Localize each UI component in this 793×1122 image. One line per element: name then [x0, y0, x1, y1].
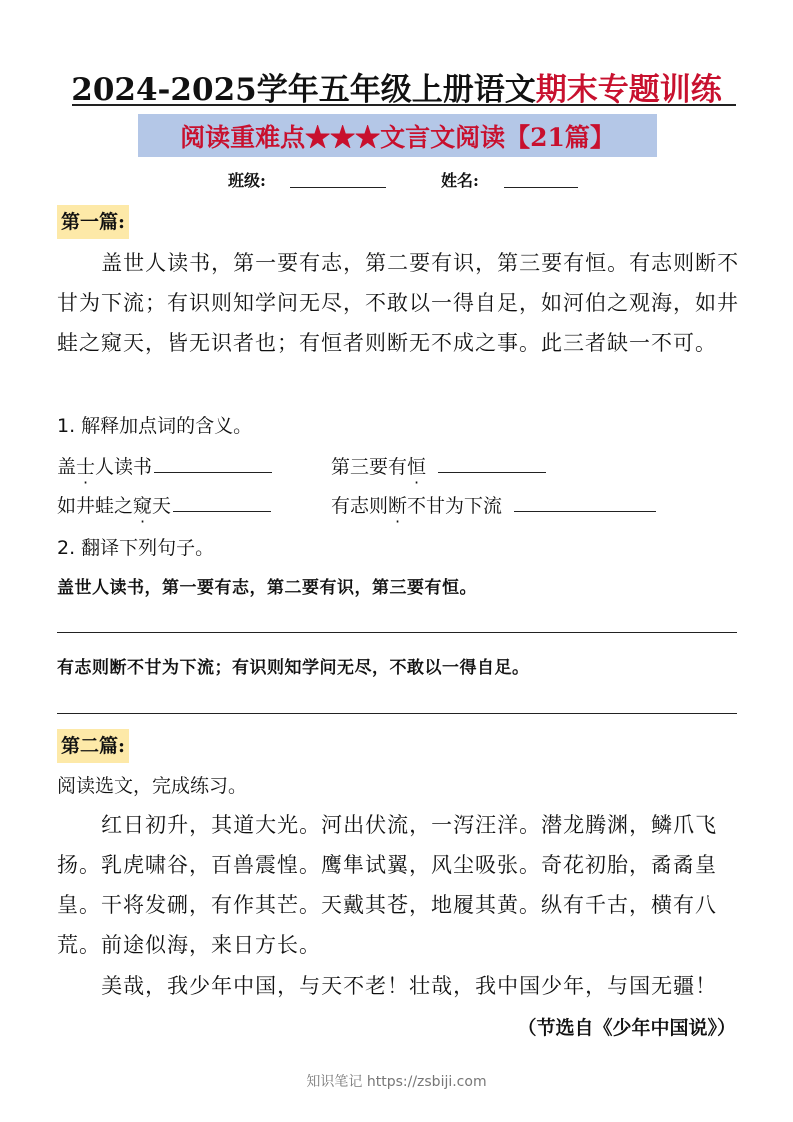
translate-sentence-1: 盖世人读书，第一要有志，第二要有识，第三要有恒。 — [57, 578, 477, 598]
answer-blank[interactable] — [438, 472, 546, 473]
class-field[interactable] — [290, 187, 386, 188]
answer-line-1[interactable] — [57, 632, 737, 633]
answer-line-2[interactable] — [57, 713, 737, 714]
page-title — [0, 64, 793, 109]
answer-blank[interactable] — [173, 511, 271, 512]
section-2-instruction: 阅读选文，完成练习。 — [57, 775, 248, 797]
passage-2: 红日初升，其道大光。河出伏流，一泻汪洋。潜龙腾渊，鳞爪飞扬。乳虎啸谷，百兽震惶。鹰隼试翼，风尘吸张。奇花初胎，矞矞皇皇。干将发硎，有作其芒。天戴其苍，地履其黄。纵有千古，横有八荒。前途似海，来日方长。 — [57, 813, 718, 957]
class-label: 班级: — [228, 171, 266, 190]
passage-1: 盖世人读书，第一要有志，第二要有识，第三要有恒。有志则断不甘为下流；有识则知学问无尽，不敢以一得自足，如河伯之观海，如井蛙之窥天，皆无识者也；有恒者则断无不成之事。此三者缺一不可。 — [57, 251, 740, 355]
translate-sentence-2: 有志则断不甘为下流；有识则知学问无尽，不敢以一得自足。 — [57, 658, 530, 678]
answer-blank[interactable] — [514, 511, 656, 512]
question-1: 1. 解释加点词的含义。 — [57, 415, 253, 437]
vocab-item-2: 第三要有恒 — [331, 452, 546, 479]
title-main: 2024-2025学年五年级上册语文 — [71, 72, 536, 108]
section-tag-1: 第一篇: — [57, 205, 129, 239]
footer-watermark: 知识笔记 https://zsbiji.com — [306, 1074, 487, 1090]
title-highlight: 期末专题训练 — [535, 72, 722, 108]
name-field[interactable] — [504, 187, 578, 188]
passage-2-ending: 美哉，我少年中国，与天不老！壮哉，我中国少年，与国无疆！ — [101, 974, 718, 998]
vocab-item-1: 盖士人读书 — [57, 452, 272, 479]
name-label: 姓名: — [441, 171, 479, 190]
question-2: 2. 翻译下列句子。 — [57, 537, 215, 559]
vocab-item-4: 有志则断不甘为下流 — [331, 491, 656, 518]
answer-blank[interactable] — [154, 472, 272, 473]
passage-source: （节选自《少年中国说》） — [517, 1017, 736, 1039]
title-underline — [72, 104, 736, 106]
section-tag-2: 第二篇: — [57, 729, 129, 763]
subtitle: 阅读重难点★★★文言文阅读【21篇】 — [180, 123, 615, 152]
vocab-item-3: 如井蛙之窥天 — [57, 491, 271, 518]
